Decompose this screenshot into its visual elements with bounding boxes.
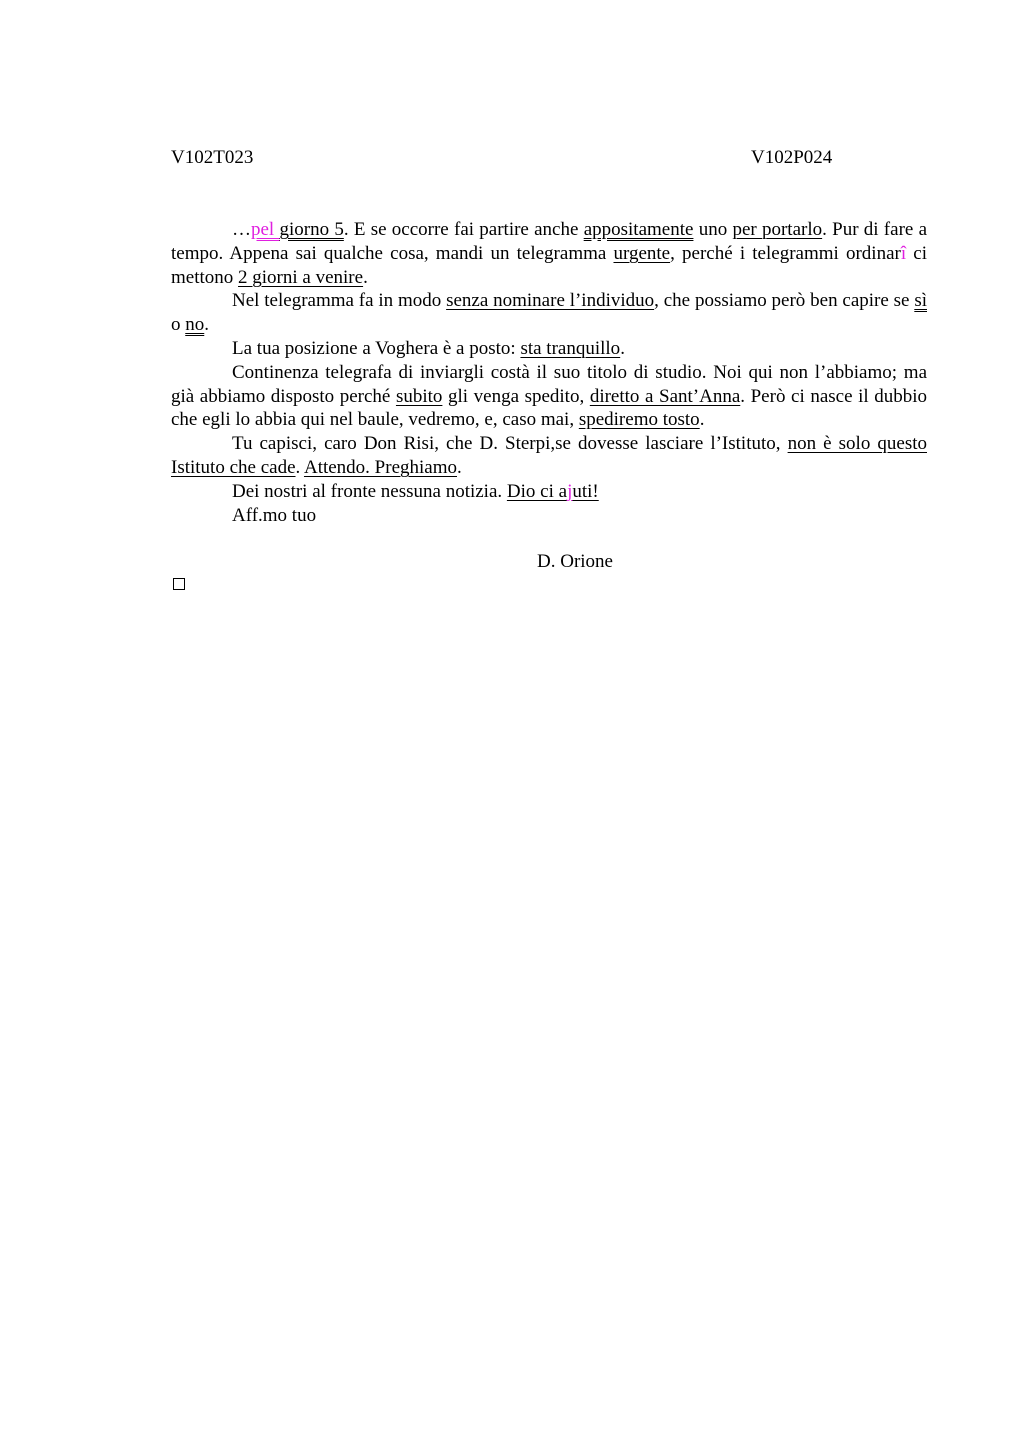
letter-paragraph (171, 337, 927, 361)
text-segment: Tu capisci, caro Don Risi, che D. Sterpi,se dovesse lasciare l’Istituto, (232, 433, 788, 455)
text-segment: o (171, 314, 186, 336)
letter-body (171, 218, 927, 527)
letter-paragraph (171, 480, 927, 504)
text-segment: . (457, 456, 462, 478)
text-segment: Dio ci a (506, 480, 568, 502)
text-segment: sta tranquillo (520, 337, 621, 359)
text-segment: , che possiamo però ben capire se (654, 290, 915, 312)
header-right-code: V102P024 (751, 147, 833, 168)
text-segment: non è solo questo Istituto che cade (171, 433, 927, 478)
text-segment: . Pur di fare a tempo. Appena sai qualche cosa, mandi un telegramma (171, 219, 928, 264)
text-segment: appositamente (583, 219, 694, 240)
letter-paragraph (171, 361, 927, 432)
signature: D. Orione (537, 551, 613, 572)
text-segment: . Però ci nasce il dubbio che egli lo abbia qui nel baule, vedremo, e, caso mai, (171, 385, 928, 431)
letter-paragraph (171, 289, 927, 337)
text-segment: uno (693, 219, 733, 240)
text-segment: Aff.mo tuo (232, 504, 317, 526)
text-segment: Dei nostri al fronte nessuna notizia. (232, 480, 507, 502)
letter-paragraph (171, 504, 927, 528)
text-segment: urgente (613, 242, 671, 264)
text-segment: gli venga spedito, (442, 385, 590, 407)
text-segment: Continenza telegrafa di inviargli costà il suo titolo di studio. Noi qui non l’abbiamo; ma già abbiamo disposto perché (171, 361, 927, 407)
text-segment: Attendo. Preghiamo (303, 456, 457, 478)
text-segment: j (567, 480, 573, 502)
text-segment: uti! (572, 480, 599, 502)
text-segment: , perché i telegrammi ordinar (670, 242, 901, 264)
text-segment: no (185, 314, 205, 336)
text-segment: . (295, 456, 304, 478)
text-segment: spediremo tosto (578, 409, 700, 431)
text-segment: . (699, 409, 705, 431)
text-segment: per portarlo (732, 219, 823, 240)
text-segment: . E se occorre fai partire anche (343, 219, 584, 240)
text-segment: 2 giorni a venire (238, 266, 364, 288)
text-segment: . (620, 337, 625, 359)
text-segment: ci mettono (171, 242, 928, 288)
text-segment: subito (395, 385, 443, 407)
text-segment: … (232, 219, 251, 240)
text-segment: senza nominare l’individuo (446, 290, 655, 312)
text-segment: . (363, 266, 368, 288)
letter-paragraph (171, 432, 927, 480)
text-segment: diretto a Sant’Anna (589, 385, 741, 407)
text-segment: La tua posizione a Voghera è a posto: (232, 337, 521, 359)
text-segment: giorno 5 (279, 219, 344, 240)
text-segment: sì (914, 290, 927, 312)
text-segment: î (900, 242, 907, 264)
text-segment: pel (251, 219, 280, 240)
text-segment: Nel telegramma fa in modo (232, 290, 447, 312)
header-left-code: V102T023 (171, 147, 254, 168)
text-segment: . (204, 314, 209, 336)
letter-paragraph (171, 218, 927, 289)
end-marker-box (173, 578, 185, 590)
